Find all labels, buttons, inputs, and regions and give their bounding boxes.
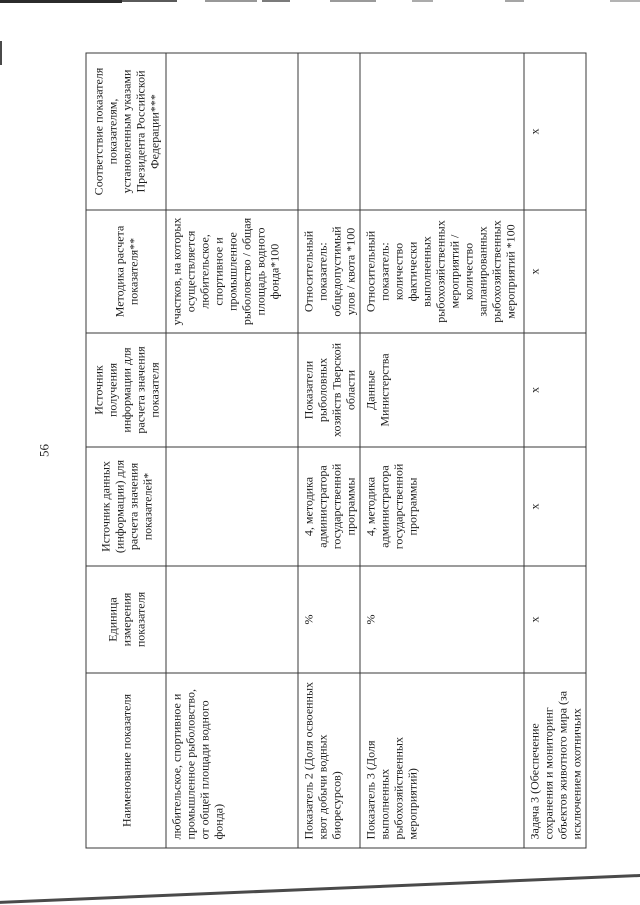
cell-row3-name: Показатель 3 (Доля выполненных рыбохозяйственных мероприятий) bbox=[360, 673, 524, 848]
cell-row3-method: Относительный показатель: количество фактически выполненных рыбохозяйственных мероприятий / количество запланированных рыбохозяйственных мероприятий *100 bbox=[360, 210, 524, 333]
header-row bbox=[86, 53, 166, 848]
table-row-task3 bbox=[524, 53, 586, 848]
column-header-method: Методика расчета показателя** bbox=[86, 210, 166, 333]
cell-row2-unit: % bbox=[298, 566, 360, 673]
column-header-info-source: Источник получения информации для расчета значения показателя bbox=[86, 333, 166, 447]
cell-row1-method: участков, на которых осуществляется любительское, спортивное и промышленное рыболовство / общая площадь водного фонда*100 bbox=[166, 210, 298, 333]
page-number: 56 bbox=[36, 443, 51, 457]
cell-row3-unit: % bbox=[360, 566, 524, 673]
table-row-indicator2 bbox=[298, 53, 360, 848]
cell-row3-info-source: Данные Министерства bbox=[360, 333, 524, 447]
cell-row2-data-source: 4, методика администратора государственной программы bbox=[298, 447, 360, 566]
cell-row2-decree bbox=[298, 53, 360, 210]
cell-row2-method: Относительный показатель: общедопустимый улов / квота *100 bbox=[298, 210, 360, 333]
cell-row3-decree bbox=[360, 53, 524, 210]
cell-row1-name: любительское, спортивное и промышленное рыболовство, от общей площади водного фонда) bbox=[166, 673, 298, 848]
cell-row4-method: х bbox=[524, 210, 586, 333]
cell-row4-data-source: х bbox=[524, 447, 586, 566]
table-row-indicator3 bbox=[360, 53, 524, 848]
cell-row1-unit bbox=[166, 566, 298, 673]
indicators-table bbox=[85, 52, 586, 848]
cell-row1-info-source bbox=[166, 333, 298, 447]
column-header-unit: Единица измерения показателя bbox=[86, 566, 166, 673]
cell-row1-data-source bbox=[166, 447, 298, 566]
cell-row1-decree bbox=[166, 53, 298, 210]
cell-row2-info-source: Показатели рыболовных хозяйств Тверской области bbox=[298, 333, 360, 447]
cell-row2-name: Показатель 2 (Доля освоенных квот добычи водных биоресурсов) bbox=[298, 673, 360, 848]
cell-row4-decree: х bbox=[524, 53, 586, 210]
cell-row3-data-source: 4, методика администратора государственной программы bbox=[360, 447, 524, 566]
cell-row4-name: Задача 3 (Обеспечение сохранения и мониторинг объектов животного мира (за исключением охотничьих bbox=[524, 673, 586, 848]
column-header-decree: Соответствие показателя показателям, установленным указами Президента Российской Федерации*** bbox=[86, 53, 166, 210]
table-row-indicator1-continued bbox=[166, 53, 298, 848]
cell-row4-unit: х bbox=[524, 566, 586, 673]
cell-row4-info-source: х bbox=[524, 333, 586, 447]
column-header-name: Наименование показателя bbox=[86, 673, 166, 848]
column-header-data-source: Источник данных (информации) для расчета значения показателей* bbox=[86, 447, 166, 566]
